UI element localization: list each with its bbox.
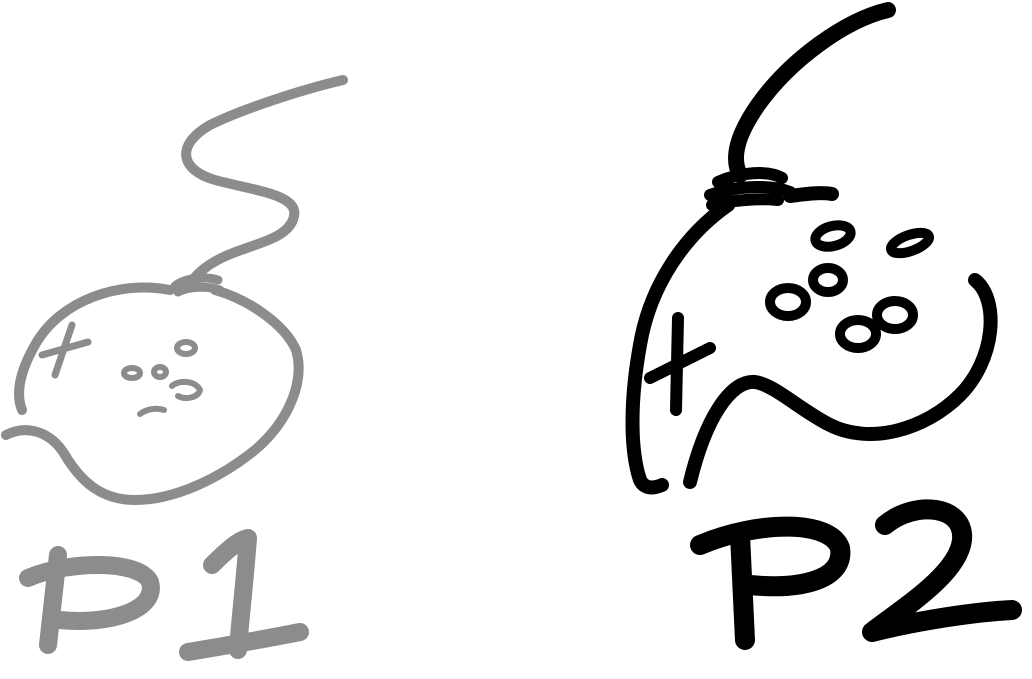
player-1-option[interactable] xyxy=(0,0,420,679)
player-2-option[interactable] xyxy=(560,0,1032,679)
player-2-label-text xyxy=(560,0,561,1)
player-1-label-text xyxy=(0,0,1,1)
